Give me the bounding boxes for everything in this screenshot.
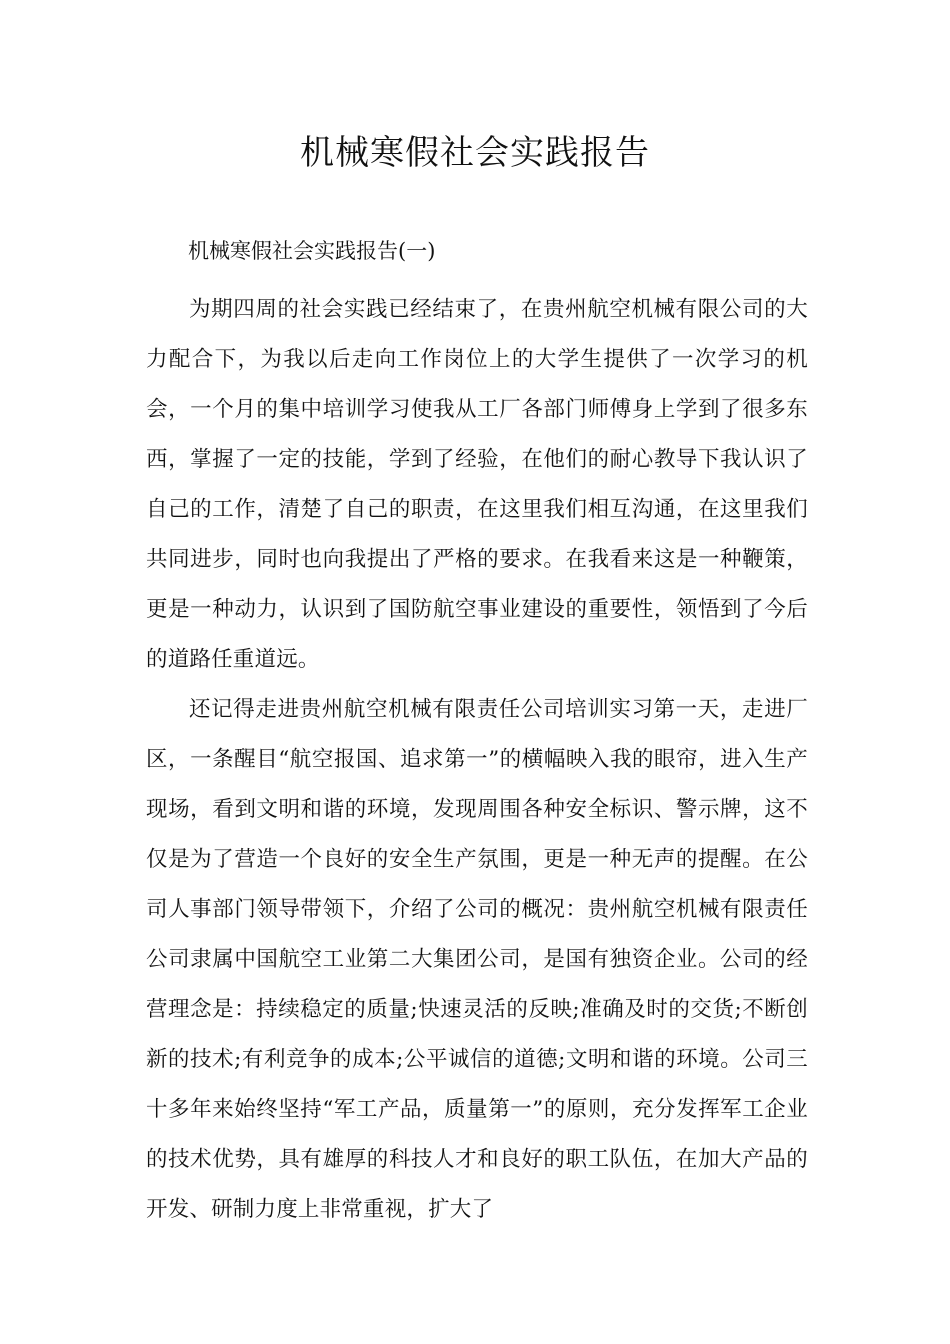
paragraph-2: 还记得走进贵州航空机械有限责任公司培训实习第一天，走进厂区，一条醒目“航空报国、追求第一”的横幅映入我的眼帘，进入生产现场，看到文明和谐的环境，发现周围各种安全标识、警示牌，这不仅是为了营造一个良好的安全生产氛围，更是一种无声的提醒。在公司人事部门领导带领下，介绍了公司的概况：贵州航空机械有限责任公司隶属中国航空工业第二大集团公司，是国有独资企业。公司的经营理念是：持续稳定的质量;快速灵活的反映;准确及时的交货;不断创新的技术;有利竞争的成本;公平诚信的道德;文明和谐的环境。公司三十多年来始终坚持“军工产品，质量第一”的原则，充分发挥军工企业的技术优势，具有雄厚的科技人才和良好的职工队伍，在加大产品的开发、研制力度上非常重视，扩大了	[146, 697, 808, 1222]
document-body	[146, 230, 808, 1235]
document-title: 机械寒假社会实践报告	[300, 133, 650, 173]
section-subheading: 机械寒假社会实践报告(一)	[188, 239, 436, 263]
paragraph-1: 为期四周的社会实践已经结束了，在贵州航空机械有限公司的大力配合下，为我以后走向工作岗位上的大学生提供了一次学习的机会，一个月的集中培训学习使我从工厂各部门师傅身上学到了很多东西，掌握了一定的技能，学到了经验，在他们的耐心教导下我认识了自己的工作，清楚了自己的职责，在这里我们相互沟通，在这里我们共同进步，同时也向我提出了严格的要求。在我看来这是一种鞭策，更是一种动力，认识到了国防航空事业建设的重要性，领悟到了今后的道路任重道远。	[146, 297, 808, 672]
